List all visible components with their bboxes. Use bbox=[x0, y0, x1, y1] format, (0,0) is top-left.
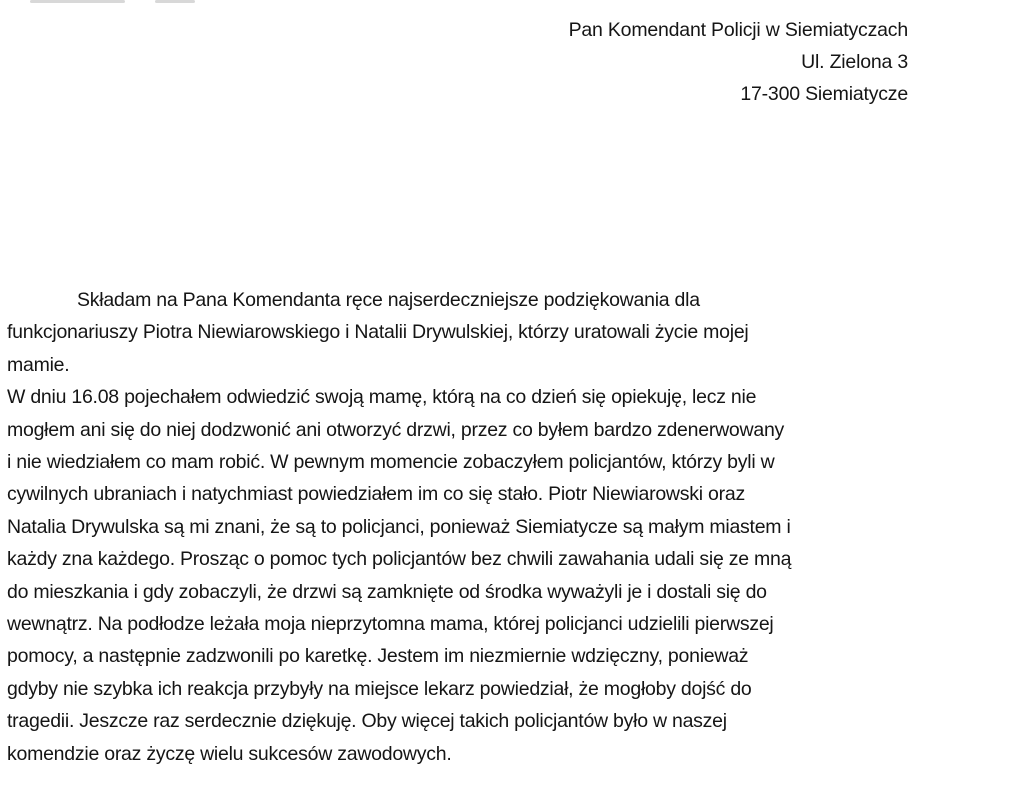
body-line: mamie. bbox=[7, 353, 70, 376]
body-line: gdyby nie szybka ich reakcja przybyły na miejsce lekarz powiedział, że mogłoby dojść do bbox=[7, 677, 752, 700]
recipient-street: Ul. Zielona 3 bbox=[801, 51, 908, 73]
letter-body bbox=[7, 284, 791, 770]
body-line: do mieszkania i gdy zobaczyli, że drzwi są zamknięte od środka wyważyli je i dostali się do bbox=[7, 580, 767, 603]
body-line: każdy zna każdego. Prosząc o pomoc tych policjantów bez chwili zawahania udali się ze mną bbox=[7, 548, 792, 571]
body-line: mogłem ani się do niej dodzwonić ani otworzyć drzwi, przez co byłem bardzo zdenerwowany bbox=[7, 418, 785, 441]
recipient-address bbox=[569, 14, 908, 110]
body-line: Składam na Pana Komendanta ręce najserdeczniejsze podziękowania dla bbox=[77, 289, 700, 311]
body-line: tragedii. Jeszcze raz serdecznie dziękuję. Oby więcej takich policjantów było w naszej bbox=[7, 710, 727, 733]
body-line: funkcjonariuszy Piotra Niewiarowskiego i Natalii Drywulskiej, którzy uratowali życie mojej bbox=[7, 321, 749, 344]
body-line: cywilnych ubraniach i natychmiast powiedziałem im co się stało. Piotr Niewiarowski oraz bbox=[7, 483, 745, 506]
body-line: pomocy, a następnie zadzwonili po karetkę. Jestem im niezmiernie wdzięczny, ponieważ bbox=[7, 645, 749, 668]
recipient-city: 17-300 Siemiatycze bbox=[740, 83, 908, 105]
scan-artifact-mark bbox=[155, 0, 195, 3]
body-line: Natalia Drywulska są mi znani, że są to policjanci, ponieważ Siemiatycze są małym miastem i bbox=[7, 515, 791, 538]
body-line: i nie wiedziałem co mam robić. W pewnym momencie zobaczyłem policjantów, którzy byli w bbox=[7, 451, 775, 474]
scan-artifact-mark bbox=[30, 0, 125, 3]
recipient-name: Pan Komendant Policji w Siemiatyczach bbox=[568, 19, 908, 41]
body-line: wewnątrz. Na podłodze leżała moja nieprzytomna mama, której policjanci udzielili pierwszej bbox=[7, 613, 774, 636]
body-line: W dniu 16.08 pojechałem odwiedzić swoją mamę, którą na co dzień się opiekuję, lecz nie bbox=[7, 386, 757, 409]
scan-artifacts bbox=[0, 0, 1022, 8]
body-line: komendzie oraz życzę wielu sukcesów zawodowych. bbox=[7, 742, 452, 765]
